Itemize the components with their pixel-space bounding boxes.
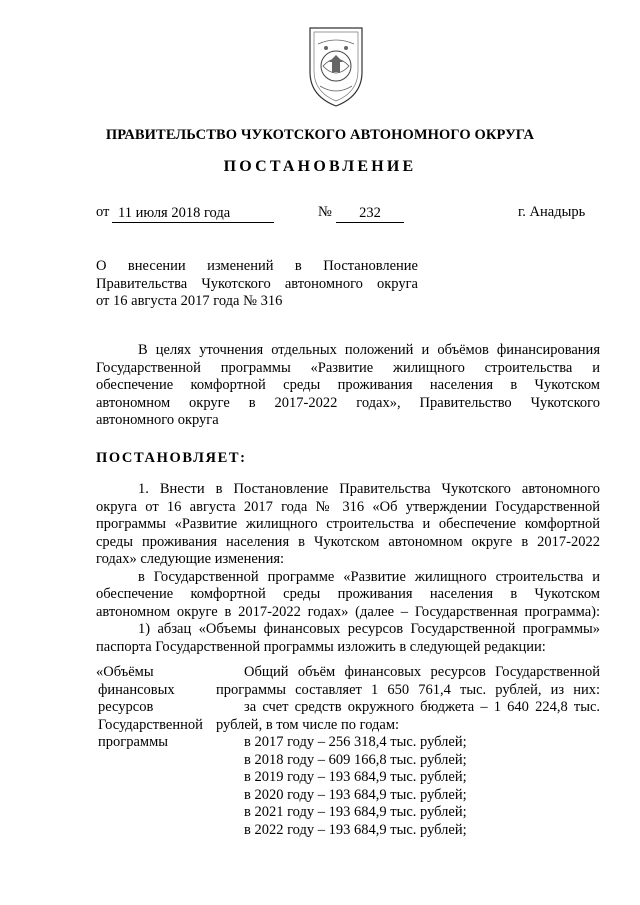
- date-field: [112, 204, 274, 223]
- preamble-line: обеспечение комфортной среды проживания населения в Чукотском: [96, 377, 600, 393]
- passport-label: финансовых: [98, 681, 175, 698]
- item-line: обеспечение комфортной среды проживания населения в Чукотском: [96, 586, 600, 602]
- year-amount-2020: в 2020 году – 193 684,9 тыс. рублей;: [244, 786, 467, 803]
- item-line: округа от 16 августа 2017 года № 316 «Об утверждении Государственной: [96, 498, 600, 515]
- item-line: годах» следующие изменения:: [96, 551, 285, 567]
- number-label: №: [318, 204, 332, 220]
- passport-value-line: за счет средств окружного бюджета – 1 640 224,8 тыс.: [244, 699, 600, 715]
- subject-block: [96, 258, 418, 311]
- number-field: [336, 204, 404, 223]
- organization-title: ПРАВИТЕЛЬСТВО ЧУКОТСКОГО АВТОНОМНОГО ОКРУГА: [105, 127, 535, 143]
- preamble: [96, 342, 600, 430]
- document-type: ПОСТАНОВЛЕНИЕ: [223, 158, 417, 175]
- passport-label: Государственной: [98, 716, 203, 733]
- passport-value-line: рублей, в том числе по годам:: [216, 716, 400, 733]
- item-line: паспорта Государственной программы изложить в следующей редакции:: [96, 638, 546, 655]
- item-line: программы «Развитие жилищного строительства и обеспечение комфортной: [96, 516, 600, 532]
- date-from-label: от: [96, 204, 110, 220]
- subject-line: О внесении изменений в Постановление: [96, 258, 418, 274]
- item-1: [96, 481, 600, 656]
- year-amount-2017: в 2017 году – 256 318,4 тыс. рублей;: [244, 734, 467, 750]
- preamble-line: автономного округа: [96, 412, 219, 428]
- subject-line: Правительства Чукотского автономного округа: [96, 275, 418, 292]
- item-line: среды проживания населения в Чукотском автономном округе в 2017-2022: [96, 533, 600, 550]
- number-value: 232: [359, 205, 381, 221]
- year-amount-2018: в 2018 году – 609 166,8 тыс. рублей;: [244, 751, 467, 768]
- resolves-heading: ПОСТАНОВЛЯЕТ:: [96, 450, 247, 466]
- subject-line: от 16 августа 2017 года № 316: [96, 293, 283, 309]
- year-amount-2019: в 2019 году – 193 684,9 тыс. рублей;: [244, 769, 467, 785]
- year-amount-2022: в 2022 году – 193 684,9 тыс. рублей;: [244, 821, 467, 838]
- coat-of-arms-icon: [296, 22, 376, 110]
- passport-value-line: программы составляет 1 650 761,4 тыс. рублей, из них:: [216, 681, 600, 698]
- item-line: автономном округе в 2017-2022 годах» (далее – Государственная программа):: [96, 603, 600, 620]
- passport-label: программы: [98, 734, 168, 750]
- preamble-line: В целях уточнения отдельных положений и объёмов финансирования: [138, 342, 600, 358]
- date-value: 11 июля 2018 года: [118, 205, 231, 221]
- preamble-line: автономном округе в 2017-2022 годах», Правительство Чукотского: [96, 394, 600, 411]
- item-line: 1. Внести в Постановление Правительства Чукотского автономного: [138, 481, 600, 497]
- preamble-line: Государственной программы «Развитие жилищного строительства и: [96, 359, 600, 376]
- year-amount-2021: в 2021 году – 193 684,9 тыс. рублей;: [244, 804, 467, 820]
- item-line: 1) абзац «Объемы финансовых ресурсов Государственной программы»: [138, 621, 600, 637]
- passport-label: «Объёмы: [96, 664, 154, 680]
- passport-value-column: [216, 664, 600, 839]
- passport-label: ресурсов: [98, 699, 154, 715]
- item-line: в Государственной программе «Развитие жилищного строительства и: [138, 568, 600, 585]
- city: г. Анадырь: [518, 204, 586, 220]
- passport-label-column: [96, 664, 216, 752]
- passport-value-line: Общий объём финансовых ресурсов Государственной: [244, 664, 600, 680]
